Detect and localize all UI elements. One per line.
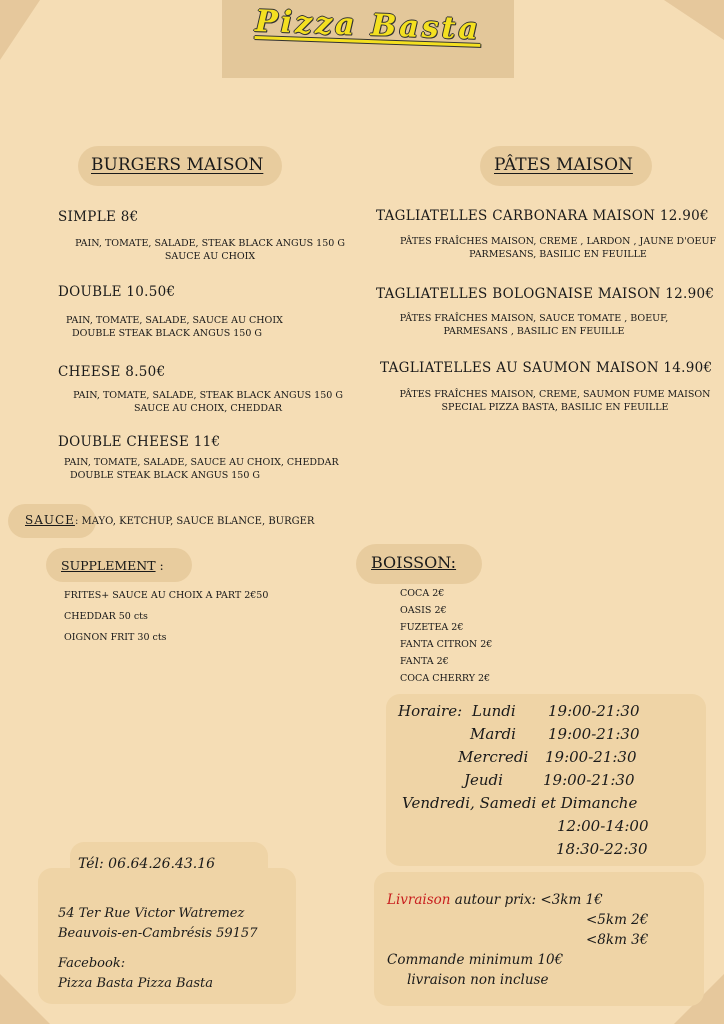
- hours-time: 19:00-21:30: [548, 725, 640, 743]
- boisson-heading: BOISSON:: [371, 553, 457, 572]
- livraison-minimum: Commande minimum 10€: [387, 952, 564, 968]
- burger-desc-line: SAUCE AU CHOIX, CHEDDAR: [133, 403, 283, 414]
- burger-title: DOUBLE CHEESE 11€: [58, 434, 221, 450]
- corner-decoration: [664, 0, 724, 40]
- pates-desc-line: PARMESANS , BASILIC EN FEUILLE: [443, 326, 625, 337]
- boisson-item: FANTA CITRON 2€: [400, 639, 493, 650]
- pates-title: TAGLIATELLES AU SAUMON MAISON 14.90€: [380, 360, 713, 376]
- pates-desc-line: PÂTES FRAÎCHES MAISON, SAUCE TOMATE , BOEUF,: [399, 313, 669, 324]
- burger-title: DOUBLE 10.50€: [58, 284, 176, 300]
- hours-weekend-time: 18:30-22:30: [556, 840, 648, 858]
- sauce-line: [25, 513, 314, 527]
- burger-desc-line: DOUBLE STEAK BLACK ANGUS 150 G: [70, 470, 260, 481]
- pates-heading-box: [480, 146, 652, 186]
- hours-day: Mardi: [470, 725, 516, 743]
- burger-desc: [64, 456, 364, 482]
- sauce-label: SAUCE: [25, 513, 75, 527]
- hours-weekend-time: 12:00-14:00: [557, 817, 649, 835]
- pates-desc-line: PÂTES FRAÎCHES MAISON, CREME, SAUMON FUME MAISON: [399, 389, 711, 400]
- pates-desc-line: PÂTES FRAÎCHES MAISON, CREME , LARDON , JAUNE D'OEUF: [399, 236, 717, 247]
- restaurant-title: Pizza Basta: [254, 4, 482, 47]
- livraison-label: Livraison: [387, 892, 451, 908]
- supplement-list: [64, 585, 268, 648]
- livraison-tier: <5km 2€: [586, 912, 649, 928]
- livraison-note: livraison non incluse: [407, 972, 549, 988]
- hours-day: Jeudi: [464, 771, 503, 789]
- corner-decoration: [0, 0, 40, 60]
- burger-desc-line: DOUBLE STEAK BLACK ANGUS 150 G: [72, 328, 262, 339]
- livraison-text: autour prix: <3km 1€: [450, 892, 603, 908]
- pates-desc-line: PARMESANS, BASILIC EN FEUILLE: [469, 249, 647, 260]
- hours-time: 19:00-21:30: [543, 771, 635, 789]
- facebook-name: Pizza Basta Pizza Basta: [58, 976, 214, 991]
- hours-day: Lundi: [472, 702, 516, 720]
- burger-desc-line: PAIN, TOMATE, SALADE, SAUCE AU CHOIX, CHEDDAR: [64, 457, 339, 468]
- burgers-heading-box: [78, 146, 282, 186]
- burger-desc-line: PAIN, TOMATE, SALADE, SAUCE AU CHOIX: [66, 315, 283, 326]
- livraison-tier: <8km 3€: [586, 932, 649, 948]
- supplement-heading-box: [46, 548, 192, 582]
- boisson-list: [400, 585, 492, 687]
- burger-desc-line: PAIN, TOMATE, SALADE, STEAK BLACK ANGUS 150 G: [73, 390, 343, 401]
- burger-title: CHEESE 8.50€: [58, 364, 166, 380]
- pates-desc: [394, 388, 716, 414]
- supplement-heading-line: [61, 558, 164, 573]
- livraison-line: [387, 891, 603, 909]
- burger-desc-line: SAUCE AU CHOIX: [164, 251, 256, 262]
- sauce-list: : MAYO, KETCHUP, SAUCE BLANCE, BURGER: [74, 516, 315, 527]
- phone-number: Tél: 06.64.26.43.16: [78, 856, 216, 872]
- burger-title: SIMPLE 8€: [58, 209, 139, 225]
- pates-title: TAGLIATELLES CARBONARA MAISON 12.90€: [376, 208, 709, 224]
- burger-desc: [60, 314, 300, 340]
- supplement-item: CHEDDAR 50 cts: [64, 611, 148, 622]
- pates-title: TAGLIATELLES BOLOGNAISE MAISON 12.90€: [376, 286, 715, 302]
- hours-label: Horaire:: [398, 702, 463, 720]
- burger-desc: [58, 389, 358, 415]
- supplement-heading: SUPPLEMENT: [61, 558, 156, 573]
- supplement-item: FRITES+ SAUCE AU CHOIX A PART 2€50: [64, 590, 269, 601]
- pates-desc: [394, 235, 722, 261]
- hours-weekend: Vendredi, Samedi et Dimanche: [402, 794, 638, 812]
- address-line: Beauvois-en-Cambrésis 59157: [58, 926, 258, 941]
- boisson-item: COCA 2€: [400, 588, 445, 599]
- burger-desc-line: PAIN, TOMATE, SALADE, STEAK BLACK ANGUS 150 G: [75, 238, 345, 249]
- hours-time: 19:00-21:30: [545, 748, 637, 766]
- supplement-colon: :: [155, 558, 164, 573]
- hours-day: Mercredi: [458, 748, 529, 766]
- address-line: 54 Ter Rue Victor Watremez: [58, 906, 245, 921]
- boisson-item: FUZETEA 2€: [400, 622, 464, 633]
- facebook-label: Facebook:: [58, 956, 126, 971]
- supplement-item: OIGNON FRIT 30 cts: [64, 632, 167, 643]
- burger-desc: [60, 237, 360, 263]
- burgers-heading: BURGERS MAISON: [91, 155, 264, 175]
- pates-desc: [394, 312, 674, 338]
- boisson-item: COCA CHERRY 2€: [400, 673, 491, 684]
- boisson-heading-box: [356, 544, 482, 584]
- hours-time: 19:00-21:30: [548, 702, 640, 720]
- pates-heading: PÂTES MAISON: [494, 155, 633, 175]
- pates-desc-line: SPECIAL PIZZA BASTA, BASILIC EN FEUILLE: [441, 402, 669, 413]
- title-banner: [222, 0, 514, 78]
- boisson-item: FANTA 2€: [400, 656, 449, 667]
- boisson-item: OASIS 2€: [400, 605, 447, 616]
